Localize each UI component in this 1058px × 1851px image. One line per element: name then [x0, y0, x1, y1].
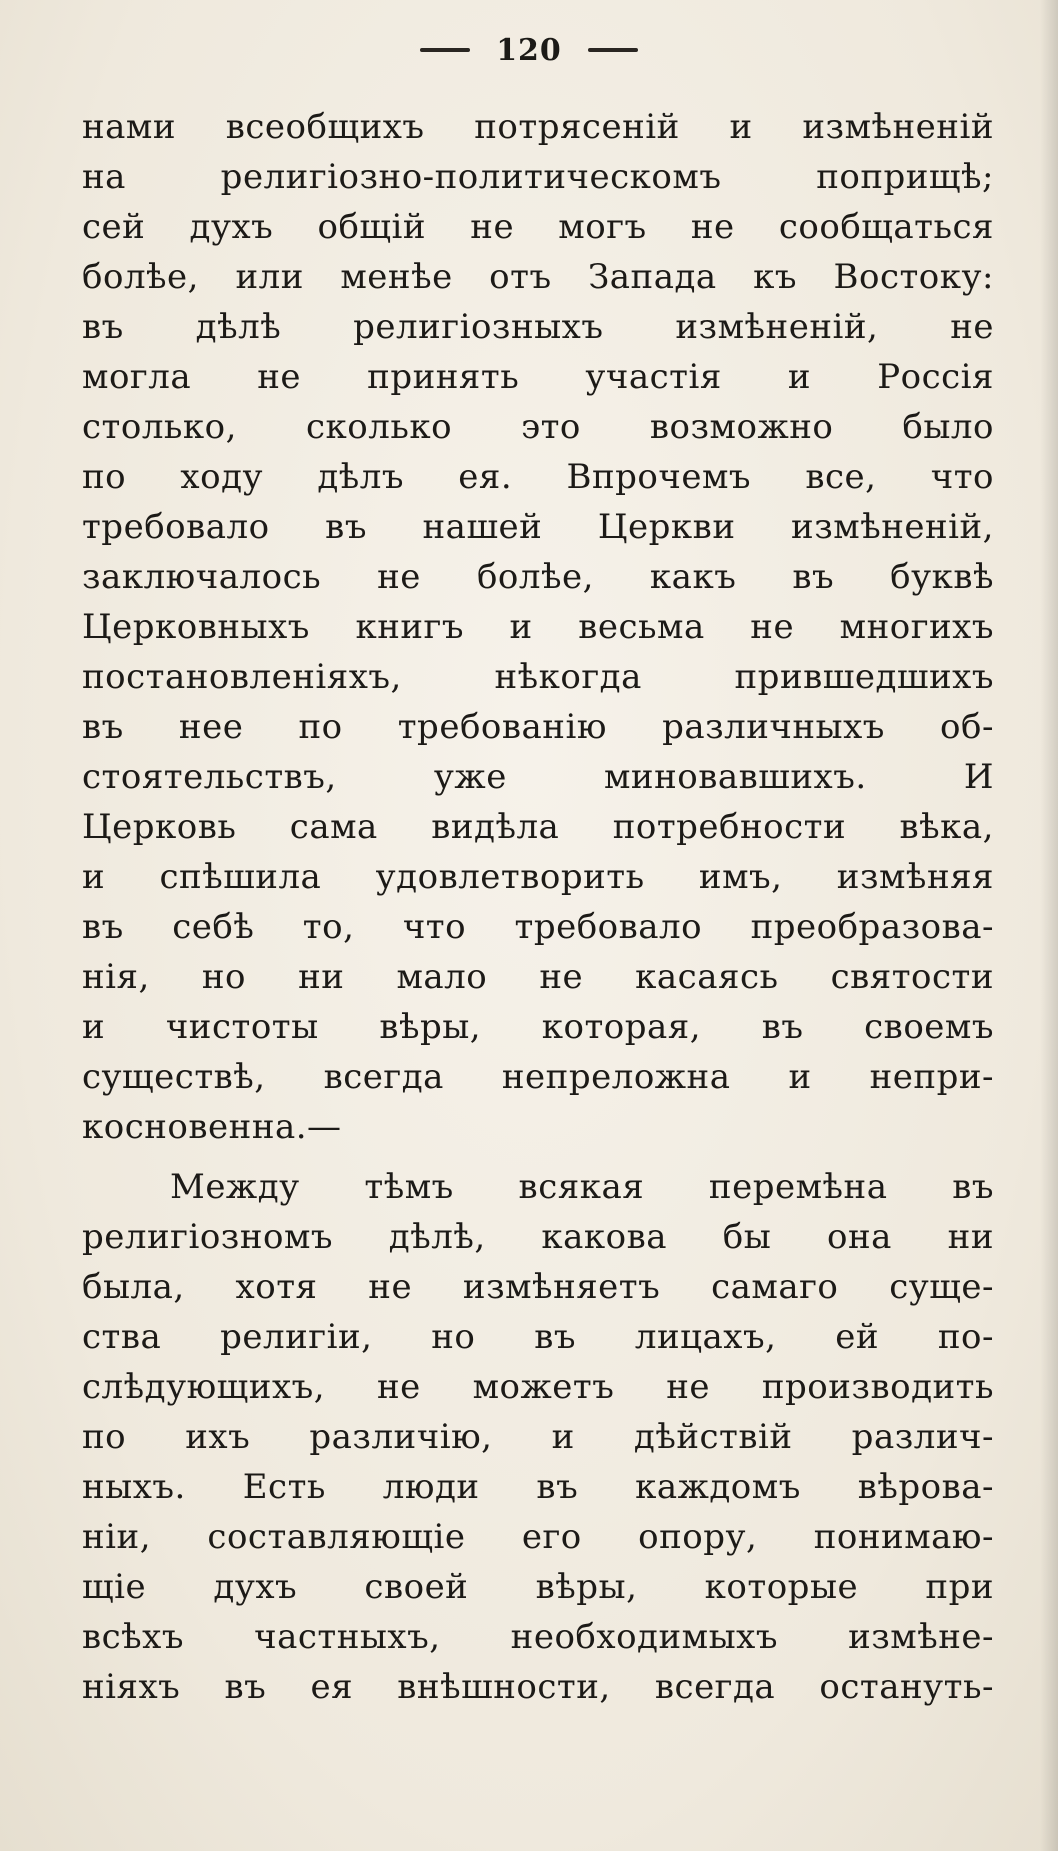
text-line: сей духъ общій не могъ не сообщаться: [82, 207, 994, 247]
text-line: щіе духъ своей вѣры, которые при: [82, 1567, 994, 1607]
text-line: слѣдующихъ, не можетъ не производить: [82, 1367, 994, 1407]
text-line: всѣхъ частныхъ, необходимыхъ измѣне-: [82, 1617, 994, 1657]
text-line: столько, сколько это возможно было: [82, 407, 994, 447]
text-line: нами всеобщихъ потрясеній и измѣненій: [82, 107, 994, 147]
page-edge-shadow: [1040, 0, 1058, 1851]
header-dash-left: [420, 48, 470, 52]
text-line: на религіозно-политическомъ поприщѣ;: [82, 157, 994, 197]
text-line: могла не принять участія и Россія: [82, 357, 994, 397]
text-line: болѣе, или менѣе отъ Запада къ Востоку:: [82, 257, 994, 297]
text-line: ніяхъ въ ея внѣшности, всегда остануть-: [82, 1667, 994, 1707]
text-line: косновенна.—: [82, 1107, 342, 1147]
paragraph-1: [82, 102, 994, 1152]
text-line: и чистоты вѣры, которая, въ своемъ: [82, 1007, 994, 1047]
text-line: ніи, составляющіе его опору, понимаю-: [82, 1517, 994, 1557]
header-dash-right: [588, 48, 638, 52]
text-line: была, хотя не измѣняетъ самаго суще-: [82, 1267, 994, 1307]
page-number: 120: [496, 32, 562, 68]
text-line: въ дѣлѣ религіозныхъ измѣненій, не: [82, 307, 994, 347]
text-line: существѣ, всегда непреложна и непри-: [82, 1057, 994, 1097]
text-line: заключалось не болѣе, какъ въ буквѣ: [82, 557, 994, 597]
text-line: стоятельствъ, уже миновавшихъ. И: [82, 757, 994, 797]
text-line: Церковь сама видѣла потребности вѣка,: [82, 807, 994, 847]
page-header: [0, 30, 1058, 70]
text-line: Церковныхъ книгъ и весьма не многихъ: [82, 607, 994, 647]
paragraph-gap: [82, 1152, 994, 1162]
text-line: нія, но ни мало не касаясь святости: [82, 957, 994, 997]
text-line: ства религіи, но въ лицахъ, ей по-: [82, 1317, 994, 1357]
text-line: религіозномъ дѣлѣ, какова бы она ни: [82, 1217, 994, 1257]
text-line: и спѣшила удовлетворить имъ, измѣняя: [82, 857, 994, 897]
text-line: по ихъ различію, и дѣйствій различ-: [82, 1417, 994, 1457]
text-line: ныхъ. Есть люди въ каждомъ вѣрова-: [82, 1467, 994, 1507]
text-line: постановленіяхъ, нѣкогда прившедшихъ: [82, 657, 994, 697]
text-line: требовало въ нашей Церкви измѣненій,: [82, 507, 994, 547]
text-line: по ходу дѣлъ ея. Впрочемъ все, что: [82, 457, 994, 497]
text-line: въ нее по требованію различныхъ об-: [82, 707, 994, 747]
text-line: Между тѣмъ всякая перемѣна въ: [170, 1167, 994, 1207]
body-text: [82, 102, 994, 1712]
text-line: въ себѣ то, что требовало преобразова-: [82, 907, 994, 947]
paragraph-2: [82, 1162, 994, 1712]
